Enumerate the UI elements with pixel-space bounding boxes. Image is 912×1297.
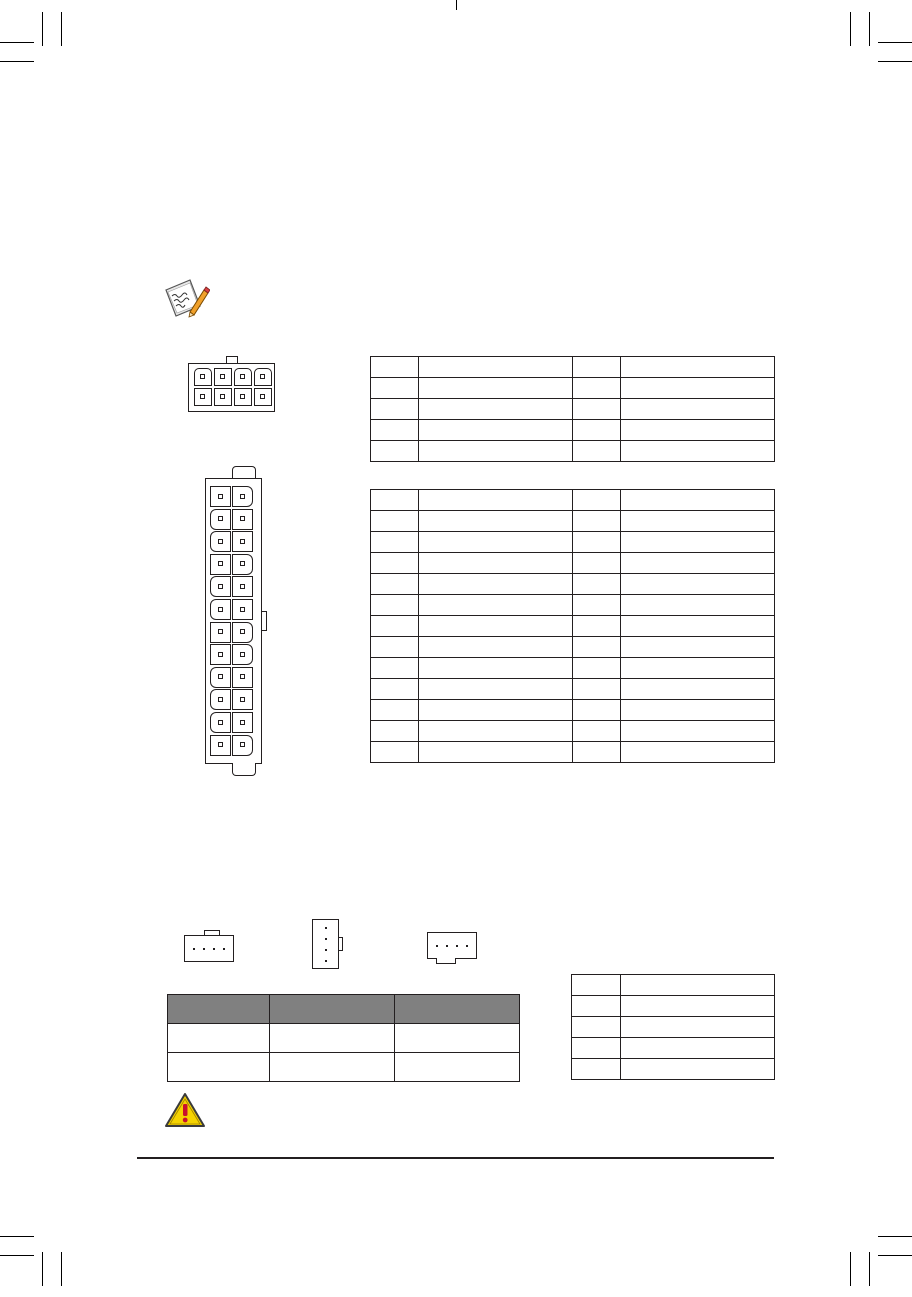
- table-cell: [419, 595, 573, 616]
- table-row: [371, 679, 775, 700]
- connector-pin: [232, 531, 253, 552]
- table-cell: [168, 1024, 270, 1053]
- warning-icon: [164, 1092, 206, 1128]
- table-cell: [621, 1017, 775, 1038]
- connector-pin: [232, 712, 253, 733]
- connector-pin: [210, 622, 231, 643]
- table-cell: [419, 679, 573, 700]
- crop-mark-top-right-v2: [869, 12, 870, 46]
- table-row: [371, 658, 775, 679]
- table-cell: [419, 399, 573, 420]
- crop-mark-bottom-right-h2: [878, 1255, 912, 1256]
- table-row: [371, 742, 775, 763]
- crop-mark-bottom-left-v2: [61, 1252, 62, 1286]
- connector-pin: [232, 644, 253, 665]
- connector-pin: [210, 509, 231, 530]
- table-cell: [168, 1053, 270, 1082]
- table-cell: [621, 532, 775, 553]
- table-cell: [573, 721, 621, 742]
- table-cell: [621, 721, 775, 742]
- table-cell: [621, 357, 775, 378]
- table-row: [371, 574, 775, 595]
- table-row: [371, 721, 775, 742]
- table-cell: [419, 357, 573, 378]
- table-cell: [572, 1038, 621, 1059]
- table-header: [395, 995, 520, 1024]
- table-cell: [621, 996, 775, 1017]
- table-cell: [371, 742, 419, 763]
- table-cell: [573, 658, 621, 679]
- table-cell: [371, 595, 419, 616]
- table-cell: [270, 1024, 395, 1053]
- table-cell: [621, 975, 775, 996]
- table-cell: [419, 378, 573, 399]
- table-cell: [371, 511, 419, 532]
- table-cell: [419, 700, 573, 721]
- table-cell: [621, 399, 775, 420]
- connector-pin: [210, 644, 231, 665]
- table-cell: [573, 616, 621, 637]
- atx-12v-connector-diagram: [188, 356, 275, 412]
- connector-pin: [210, 667, 231, 688]
- table-cell: [573, 532, 621, 553]
- table-cell: [371, 357, 419, 378]
- table-cell: [573, 679, 621, 700]
- connector-pin: [232, 735, 253, 756]
- table-cell: [572, 975, 621, 996]
- table-cell: [371, 532, 419, 553]
- table-cell: [621, 679, 775, 700]
- connector-pin: [210, 712, 231, 733]
- table-row: [371, 511, 775, 532]
- table-cell: [419, 490, 573, 511]
- fan-speed-table: [167, 994, 520, 1082]
- table-cell: [419, 511, 573, 532]
- atx-24pin-table: [370, 489, 775, 763]
- table-cell: [621, 511, 775, 532]
- table-header: [168, 995, 270, 1024]
- connector-pin: [210, 554, 231, 575]
- connector-pin: [232, 576, 253, 597]
- fan-connector-horizontal-2-diagram: [427, 932, 477, 964]
- table-cell: [621, 553, 775, 574]
- connector-pin: [210, 735, 231, 756]
- crop-mark-bottom-right-v2: [869, 1252, 870, 1286]
- table-cell: [419, 616, 573, 637]
- note-pencil-icon: [160, 278, 210, 322]
- table-cell: [621, 1038, 775, 1059]
- connector-pin: [210, 689, 231, 710]
- table-header: [270, 995, 395, 1024]
- table-cell: [572, 996, 621, 1017]
- fan-connector-horizontal-diagram: [184, 930, 234, 962]
- table-cell: [419, 742, 573, 763]
- table-cell: [371, 679, 419, 700]
- table-cell: [573, 742, 621, 763]
- table-cell: [621, 420, 775, 441]
- footer-rule: [137, 1157, 774, 1159]
- table-cell: [395, 1053, 520, 1082]
- crop-mark-top-left-h: [0, 42, 34, 43]
- table-cell: [621, 637, 775, 658]
- table-cell: [621, 490, 775, 511]
- table-cell: [621, 700, 775, 721]
- table-cell: [419, 441, 573, 462]
- table-cell: [621, 574, 775, 595]
- connector-pin: [232, 599, 253, 620]
- table-cell: [419, 532, 573, 553]
- connector-pin: [232, 486, 253, 507]
- connector-pin: [232, 509, 253, 530]
- crop-mark-bottom-left-h2: [0, 1255, 34, 1256]
- table-cell: [371, 574, 419, 595]
- table-row: [371, 637, 775, 658]
- table-cell: [419, 420, 573, 441]
- atx-24pin-connector-diagram: [205, 466, 267, 776]
- table-cell: [573, 490, 621, 511]
- table-cell: [573, 378, 621, 399]
- table-cell: [621, 1059, 775, 1080]
- connector-pin: [232, 622, 253, 643]
- table-cell: [573, 399, 621, 420]
- table-cell: [371, 700, 419, 721]
- table-cell: [419, 721, 573, 742]
- crop-mark-bottom-right-h: [878, 1236, 912, 1237]
- table-cell: [573, 595, 621, 616]
- table-cell: [573, 441, 621, 462]
- table-cell: [371, 420, 419, 441]
- crop-mark-bottom-right-v: [850, 1252, 851, 1286]
- table-cell: [270, 1053, 395, 1082]
- crop-mark-top-center: [456, 0, 457, 10]
- crop-mark-top-right-h: [878, 42, 912, 43]
- table-cell: [621, 742, 775, 763]
- table-row: [168, 1053, 520, 1082]
- table-cell: [371, 553, 419, 574]
- connector-pin: [210, 576, 231, 597]
- table-cell: [371, 637, 419, 658]
- fan-pin-table: [571, 974, 775, 1080]
- table-cell: [621, 616, 775, 637]
- crop-mark-top-left-v: [42, 12, 43, 46]
- table-cell: [371, 616, 419, 637]
- table-cell: [621, 595, 775, 616]
- connector-pin: [232, 667, 253, 688]
- crop-mark-top-right-v: [850, 12, 851, 46]
- table-cell: [419, 637, 573, 658]
- connector-pin: [210, 486, 231, 507]
- table-cell: [621, 378, 775, 399]
- table-cell: [573, 553, 621, 574]
- table-cell: [621, 441, 775, 462]
- table-row: [371, 595, 775, 616]
- table-cell: [371, 441, 419, 462]
- table-cell: [573, 574, 621, 595]
- connector-pin: [232, 554, 253, 575]
- table-cell: [419, 658, 573, 679]
- table-row: [371, 616, 775, 637]
- crop-mark-top-right-h2: [878, 61, 912, 62]
- table-cell: [573, 357, 621, 378]
- atx-12v-pin-table: [370, 356, 775, 462]
- table-cell: [371, 658, 419, 679]
- table-cell: [572, 1059, 621, 1080]
- table-cell: [621, 658, 775, 679]
- table-cell: [371, 399, 419, 420]
- table-row: [371, 532, 775, 553]
- table-cell: [573, 700, 621, 721]
- table-cell: [371, 721, 419, 742]
- table-row: [168, 1024, 520, 1053]
- table-cell: [573, 637, 621, 658]
- table-cell: [395, 1024, 520, 1053]
- table-row: [371, 490, 775, 511]
- table-cell: [573, 420, 621, 441]
- crop-mark-top-left-v2: [61, 12, 62, 46]
- crop-mark-bottom-left-h: [0, 1236, 34, 1237]
- table-cell: [572, 1017, 621, 1038]
- table-row: [371, 700, 775, 721]
- table-cell: [371, 378, 419, 399]
- table-row: [371, 553, 775, 574]
- crop-mark-top-left-h2: [0, 61, 34, 62]
- table-cell: [419, 553, 573, 574]
- connector-pin: [210, 531, 231, 552]
- connector-pin: [232, 689, 253, 710]
- fan-connector-vertical-diagram: [312, 919, 342, 969]
- table-cell: [419, 574, 573, 595]
- table-cell: [573, 511, 621, 532]
- connector-pin: [210, 599, 231, 620]
- crop-mark-bottom-left-v: [42, 1252, 43, 1286]
- table-cell: [371, 490, 419, 511]
